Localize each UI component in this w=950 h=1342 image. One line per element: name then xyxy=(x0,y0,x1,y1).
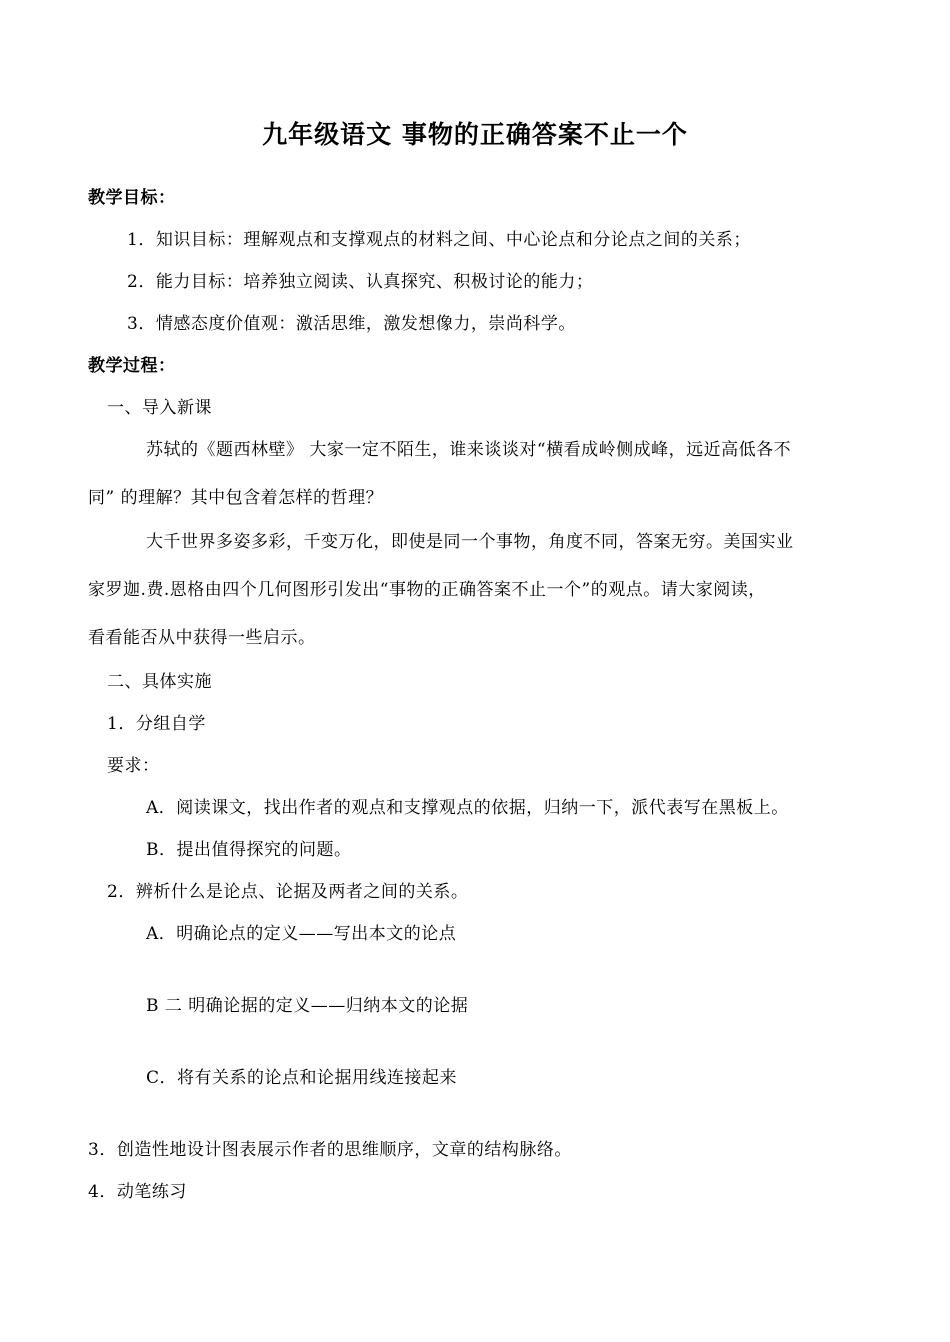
section2-heading: 二、具体实施 xyxy=(107,672,212,692)
goal-item-2: 2．能力目标：培养独立阅读、认真探究、积极讨论的能力； xyxy=(127,272,594,292)
step2-c: C．将有关系的论点和论据用线连接起来 xyxy=(146,1068,458,1088)
section1-para1-line2: 同” 的理解？其中包含着怎样的哲理？ xyxy=(88,488,384,508)
requirement-a: A．阅读课文，找出作者的观点和支撑观点的依据，归纳一下，派代表写在黑板上。 xyxy=(146,798,789,818)
step3: 3．创造性地设计图表展示作者的思维顺序，文章的结构脉络。 xyxy=(88,1140,572,1160)
step2-a: A．明确论点的定义——写出本文的论点 xyxy=(146,924,457,944)
requirement-b: B．提出值得探究的问题。 xyxy=(146,840,352,860)
requirement-label: 要求： xyxy=(107,756,160,776)
page-title: 九年级语文 事物的正确答案不止一个 xyxy=(262,120,688,149)
process-heading: 教学过程： xyxy=(88,356,176,376)
step2-b: B 二 明确论据的定义——归纳本文的论据 xyxy=(146,996,469,1016)
section1-para2-line1: 大千世界多姿多彩，千变万化，即使是同一个事物，角度不同，答案无穷。美国实业 xyxy=(146,532,794,552)
goals-heading: 教学目标： xyxy=(88,188,176,208)
step1: 1．分组自学 xyxy=(107,714,206,734)
goal-item-1: 1．知识目标：理解观点和支撑观点的材料之间、中心论点和分论点之间的关系； xyxy=(127,230,751,250)
section1-heading: 一、导入新课 xyxy=(107,398,212,418)
step2: 2．辨析什么是论点、论据及两者之间的关系。 xyxy=(107,882,469,902)
section1-para2-line3: 看看能否从中获得一些启示。 xyxy=(88,628,316,648)
step4: 4．动笔练习 xyxy=(88,1182,187,1202)
section1-para1-line1: 苏轼的《题西林壁》 大家一定不陌生，谁来谈谈对“横看成岭侧成峰，远近高低各不 xyxy=(146,440,792,460)
goal-item-3: 3．情感态度价值观：激活思维，激发想像力，崇尚科学。 xyxy=(127,314,576,334)
section1-para2-line2: 家罗迦.费.恩格由四个几何图形引发出“事物的正确答案不止一个”的观点。请大家阅读， xyxy=(88,580,766,600)
